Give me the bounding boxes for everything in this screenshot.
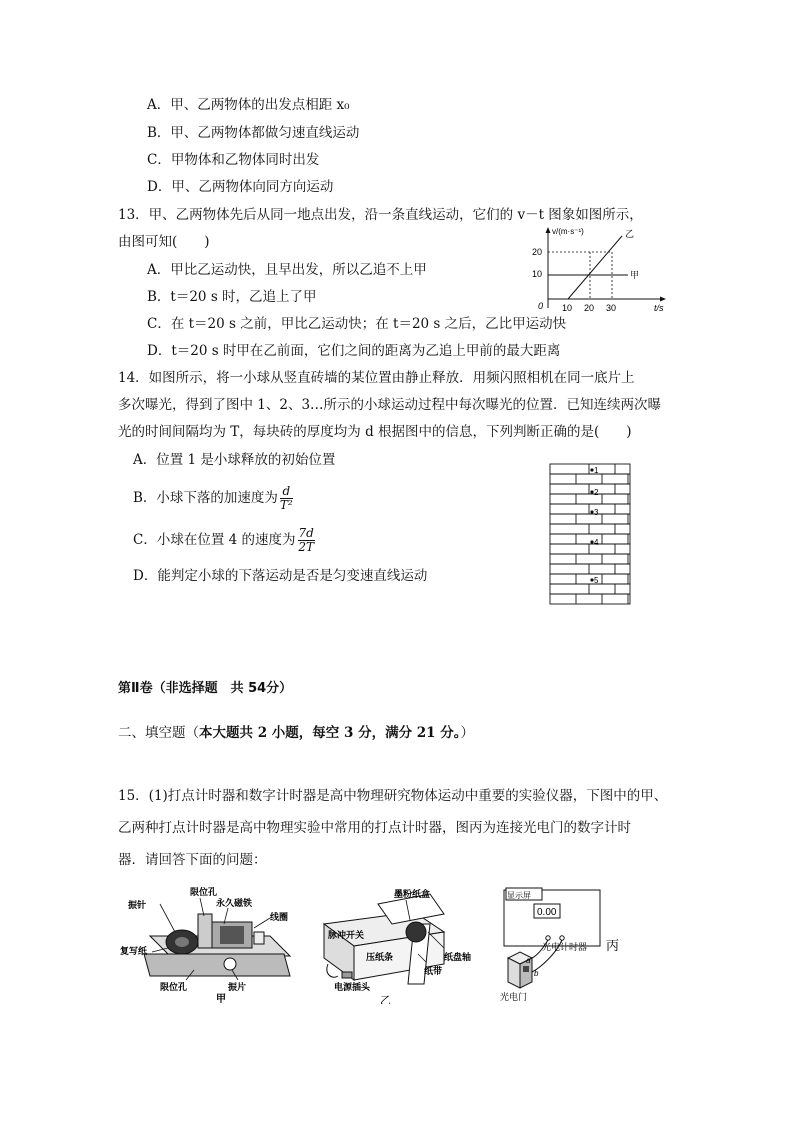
q15-line3: 器．请回答下面的问题： bbox=[118, 852, 267, 868]
svg-text:2: 2 bbox=[594, 488, 599, 497]
jia-label-needle: 振针 bbox=[128, 900, 147, 910]
q13-stem-line2: 由图可知( ) bbox=[118, 234, 210, 250]
jia-label-vibrator: 振片 bbox=[228, 982, 247, 992]
q12-option-b: B．甲、乙两物体都做匀速直线运动 bbox=[147, 125, 360, 141]
section2-title: 第Ⅱ卷（非选择题 共 54分） bbox=[118, 681, 293, 696]
vt-origin: 0 bbox=[538, 301, 544, 311]
fill-heading-bold: 本大题共 2 小题，每空 3 分，满分 21 分。 bbox=[199, 725, 461, 741]
bing-label-b: b bbox=[534, 969, 539, 978]
q12-option-d: D．甲、乙两物体向同方向运动 bbox=[147, 179, 334, 195]
q14-option-c-fraction bbox=[298, 527, 315, 554]
vt-line-yi bbox=[568, 236, 622, 299]
q15-line2: 乙两种打点计时器是高中物理实验中常用的打点计时器，图丙为连接光电门的数字计时 bbox=[118, 820, 631, 836]
brick-wall-figure bbox=[548, 463, 632, 609]
figure-jia-electromagnetic-timer bbox=[120, 884, 300, 1004]
svg-text:4: 4 bbox=[594, 538, 599, 547]
jia-label-limit-hole-bottom: 限位孔 bbox=[160, 982, 188, 992]
vt-x-label: t/s bbox=[654, 303, 664, 313]
q14-option-b bbox=[133, 483, 295, 513]
bing-display-value: 0.00 bbox=[537, 907, 557, 918]
q14-stem-line2: 多次曝光，得到了图中 1、2、3…所示的小球运动过程中每次曝光的位置．已知连续两次曝 bbox=[118, 397, 662, 413]
vt-label-yi: 乙 bbox=[625, 229, 635, 239]
q13-option-d: D．t＝20 s 时甲在乙前面，它们之间的距离为乙追上甲前的最大距离 bbox=[147, 343, 561, 359]
q14-option-c-denominator: 2T bbox=[298, 540, 314, 554]
yi-label-power-plug: 电源插头 bbox=[334, 982, 371, 992]
jia-label-coil: 线圈 bbox=[270, 912, 289, 922]
vt-x-tick-10: 10 bbox=[562, 303, 573, 313]
fill-heading-open: 二、填空题（ bbox=[118, 725, 199, 741]
vt-y-tick-20: 20 bbox=[532, 247, 543, 257]
q14-option-c-numerator: 7d bbox=[298, 526, 314, 540]
ball-position-4 bbox=[590, 538, 599, 547]
jia-label-magnet: 永久磁铁 bbox=[216, 898, 253, 908]
figure-jia-caption: 甲 bbox=[216, 994, 226, 1004]
vt-y-label: v/(m·s⁻¹) bbox=[552, 227, 584, 236]
bing-label-screen: 显示屏 bbox=[507, 891, 531, 900]
yi-label-pulse-switch: 脉冲开关 bbox=[328, 930, 365, 940]
q13-option-b: B．t＝20 s 时，乙追上了甲 bbox=[147, 289, 317, 305]
q15-line1: 15．(1)打点计时器和数字计时器是高中物理研究物体运动中重要的实验仪器，下图中的甲、 bbox=[118, 788, 668, 804]
ball-position-3 bbox=[590, 508, 599, 517]
svg-text:3: 3 bbox=[594, 508, 599, 517]
vt-label-jia: 甲 bbox=[630, 270, 640, 280]
q13-stem-line1: 13．甲、乙两物体先后从同一地点出发，沿一条直线运动，它们的 v－t 图象如图所示， bbox=[118, 207, 643, 223]
q14-option-b-text: B．小球下落的加速度为 bbox=[133, 490, 278, 506]
jia-label-carbon-paper: 复写纸 bbox=[120, 946, 148, 956]
figure-bing-caption: 丙 bbox=[606, 938, 620, 953]
vt-x-tick-30: 30 bbox=[606, 303, 617, 313]
q14-stem-line1: 14．如图所示，将一小球从竖直砖墙的某位置由静止释放．用频闪照相机在同一底片上 bbox=[118, 370, 635, 386]
q12-option-a: A．甲、乙两物体的出发点相距 x₀ bbox=[147, 97, 350, 113]
yi-label-reel-axis: 纸盘轴 bbox=[444, 952, 472, 962]
bing-label-photogate: 光电门 bbox=[500, 992, 528, 1002]
q14-option-c bbox=[133, 525, 317, 555]
yi-label-paper-tape: 纸带 bbox=[424, 966, 443, 976]
q14-option-a: A．位置 1 是小球释放的初始位置 bbox=[133, 452, 336, 468]
ball-position-2 bbox=[590, 488, 599, 497]
q14-option-b-numerator: d bbox=[280, 485, 293, 499]
q13-option-c: C．在 t＝20 s 之前，甲比乙运动快；在 t＝20 s 之后，乙比甲运动快 bbox=[147, 316, 567, 332]
yi-label-toner-box: 墨粉纸盒 bbox=[394, 889, 431, 899]
figure-yi-caption: 乙 bbox=[380, 995, 391, 1004]
svg-text:1: 1 bbox=[594, 466, 599, 475]
vt-x-tick-20: 20 bbox=[584, 303, 595, 313]
fill-heading-close: ） bbox=[460, 725, 475, 741]
q13-option-a: A．甲比乙运动快，且早出发，所以乙追不上甲 bbox=[147, 262, 427, 278]
bing-label-timer: 光电计时器 bbox=[542, 942, 588, 952]
svg-text:5: 5 bbox=[594, 576, 599, 585]
q14-option-b-denominator: T² bbox=[279, 498, 293, 512]
figure-bing-digital-timer bbox=[498, 884, 628, 1004]
jia-label-limit-hole-top: 限位孔 bbox=[190, 887, 218, 897]
vt-graph bbox=[530, 224, 670, 316]
q14-option-b-fraction bbox=[280, 485, 293, 512]
figure-yi-spark-timer bbox=[318, 884, 498, 1004]
bing-label-a: a bbox=[526, 956, 531, 965]
q12-option-c: C．甲物体和乙物体同时出发 bbox=[147, 152, 320, 168]
q14-stem-line3: 光的时间间隔均为 T，每块砖的厚度均为 d 根据图中的信息，下列判断正确的是( ) bbox=[118, 424, 632, 440]
q14-option-c-text: C．小球在位置 4 的速度为 bbox=[133, 532, 296, 548]
q14-option-d: D．能判定小球的下落运动是否是匀变速直线运动 bbox=[133, 568, 428, 584]
vt-y-tick-10: 10 bbox=[532, 269, 543, 279]
fill-blank-heading bbox=[118, 724, 474, 742]
yi-label-press-strip: 压纸条 bbox=[366, 952, 394, 962]
